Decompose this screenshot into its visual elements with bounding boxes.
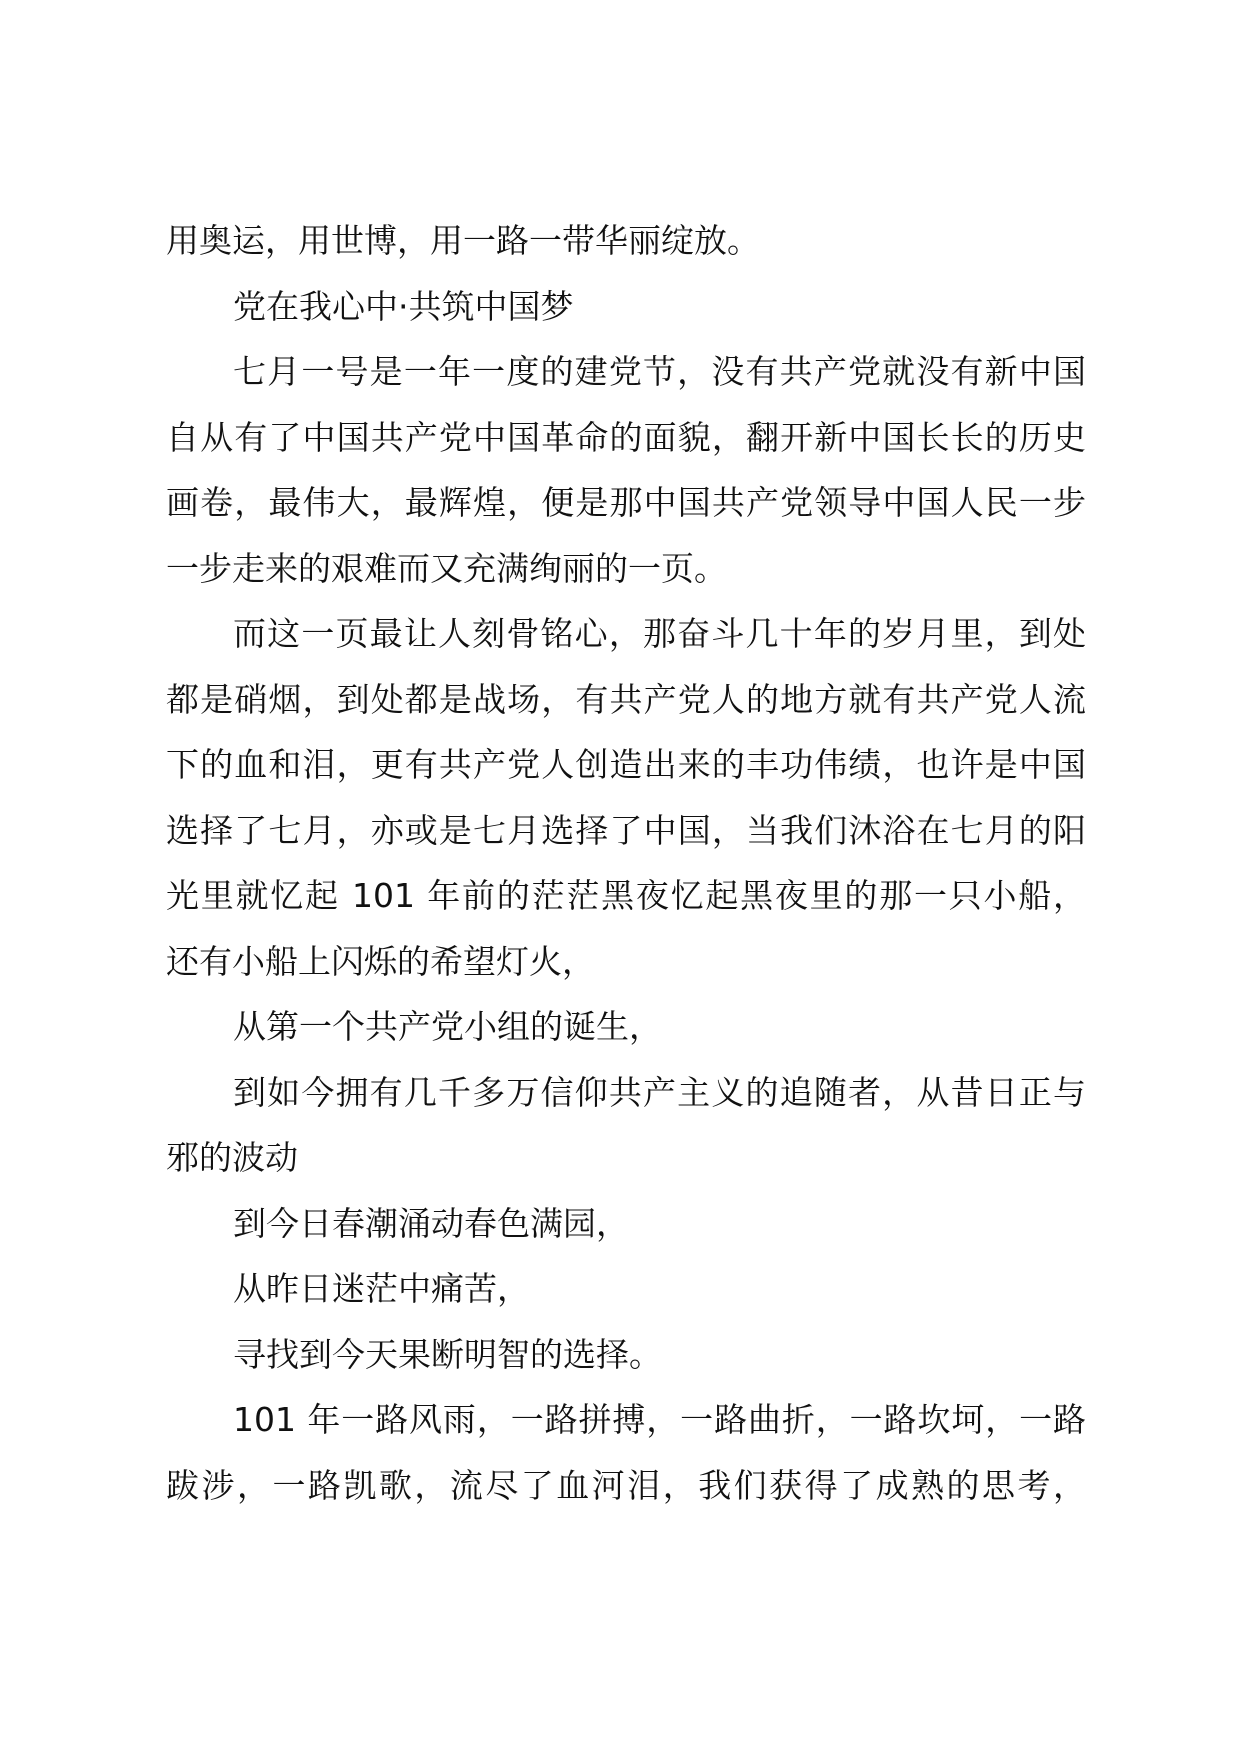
text-line: 跋涉，一路凯歌，流尽了血河泪，我们获得了成熟的思考， xyxy=(166,1465,1086,1505)
text-line: 用奥运，用世博，用一路一带华丽绽放。 xyxy=(166,221,760,260)
text-line: 从昨日迷茫中痛苦， xyxy=(233,1269,530,1308)
text-line: 而这一页最让人刻骨铭心，那奋斗几十年的岁月里，到处 xyxy=(233,614,1086,653)
text-line: 选择了七月，亦或是七月选择了中国，当我们沐浴在七月的阳 xyxy=(166,810,1086,850)
text-line: 101 年一路风雨，一路拼搏，一路曲折，一路坎坷，一路 xyxy=(233,1400,1086,1439)
text-line: 下的血和泪，更有共产党人创造出来的丰功伟绩，也许是中国 xyxy=(166,745,1086,784)
text-line: 一步走来的艰难而又充满绚丽的一页。 xyxy=(166,548,727,588)
text-line: 都是硝烟，到处都是战场，有共产党人的地方就有共产党人流 xyxy=(166,679,1086,719)
text-line: 到今日春潮涌动春色满园， xyxy=(233,1203,629,1243)
text-line: 从第一个共产党小组的诞生， xyxy=(233,1007,662,1046)
text-line: 七月一号是一年一度的建党节，没有共产党就没有新中国 xyxy=(233,352,1086,391)
text-line: 光里就忆起 101 年前的茫茫黑夜忆起黑夜里的那一只小船， xyxy=(166,876,1086,915)
text-line: 还有小船上闪烁的希望灯火， xyxy=(166,941,595,981)
text-line: 到如今拥有几千多万信仰共产主义的追随者，从昔日正与 xyxy=(233,1072,1086,1112)
text-line: 自从有了中国共产党中国革命的面貌，翻开新中国长长的历史 xyxy=(166,417,1086,457)
text-line: 画卷，最伟大，最辉煌，便是那中国共产党领导中国人民一步 xyxy=(166,483,1086,522)
text-line: 寻找到今天果断明智的选择。 xyxy=(233,1334,662,1374)
document-body xyxy=(166,208,1086,1518)
section-heading: 党在我心中·共筑中国梦 xyxy=(233,286,574,326)
text-line: 邪的波动 xyxy=(166,1138,298,1177)
